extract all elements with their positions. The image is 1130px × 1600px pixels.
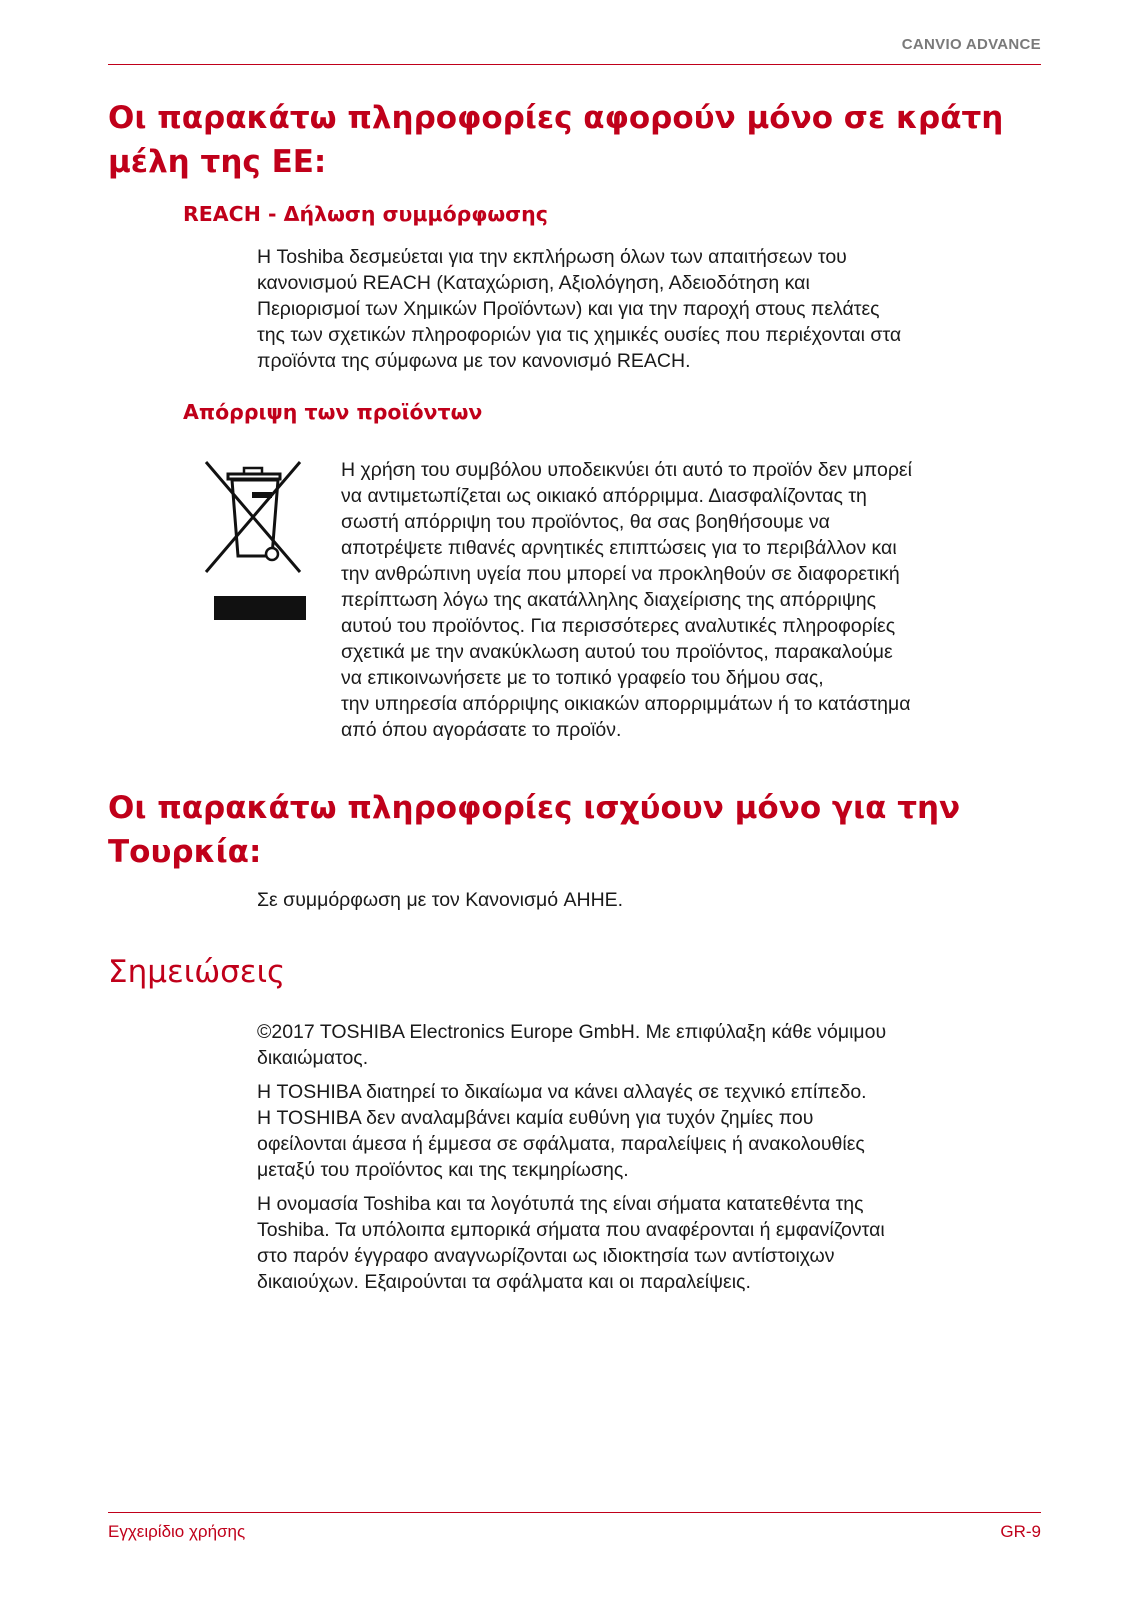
disposal-line: να επικοινωνήσετε με το τοπικό γραφείο του δήμου σας, — [341, 667, 824, 689]
disposal-line: Η χρήση του συμβόλου υποδεικνύει ότι αυτό το προϊόν δεν μπορεί — [341, 459, 912, 481]
notes-line: ©2017 TOSHIBA Electronics Europe GmbH. Με επιφύλαξη κάθε νόμιμου — [257, 1021, 887, 1043]
notes-line: δικαιώματος. — [257, 1047, 369, 1069]
turkey-title-line-1: Οι παρακάτω πληροφορίες ισχύουν μόνο για την — [108, 790, 961, 826]
notes-line: Η ονομασία Toshiba και τα λογότυπά της είναι σήματα κατατεθέντα της — [257, 1193, 864, 1215]
footer-manual-title: Εγχειρίδιο χρήσης — [108, 1522, 246, 1541]
notes-line: Η TOSHIBA διατηρεί το δικαίωμα να κάνει αλλαγές σε τεχνικό επίπεδο. — [257, 1081, 867, 1103]
notes-line: στο παρόν έγγραφο αναγνωρίζονται ως ιδιοκτησία των αντίστοιχων — [257, 1245, 835, 1267]
reach-line: της των σχετικών πληροφοριών για τις χημικές ουσίες που περιέχονται στα — [257, 324, 902, 346]
reach-line: κανονισμού REACH (Καταχώριση, Αξιολόγηση, Αδειοδότηση και — [257, 272, 810, 294]
disposal-line: από όπου αγοράσατε το προϊόν. — [341, 719, 622, 741]
reach-heading: REACH - Δήλωση συμμόρφωσης — [183, 202, 548, 226]
notes-paragraph-1 — [257, 1019, 886, 1071]
disposal-paragraph — [341, 457, 912, 743]
disposal-line: την ανθρώπινη υγεία που μπορεί να προκληθούν σε διαφορετική — [341, 563, 900, 585]
reach-paragraph — [257, 244, 901, 374]
reach-line: Περιορισμοί των Χημικών Προϊόντων) και για την παροχή στους πελάτες — [257, 298, 880, 320]
notes-line: δικαιούχων. Εξαιρούνται τα σφάλματα και οι παραλείψεις. — [257, 1271, 751, 1293]
footer-rule — [108, 1512, 1041, 1513]
disposal-line: σωστή απόρριψη του προϊόντος, θα σας βοηθήσουμε να — [341, 511, 830, 533]
disposal-line: αποτρέψετε πιθανές αρνητικές επιπτώσεις για το περιβάλλον και — [341, 537, 897, 559]
notes-paragraph-2 — [257, 1079, 867, 1183]
notes-line: Toshiba. Τα υπόλοιπα εμπορικά σήματα που αναφέρονται ή εμφανίζονται — [257, 1219, 885, 1241]
reach-line: προϊόντα της σύμφωνα με τον κανονισμό REACH. — [257, 350, 691, 372]
eu-title-line-1: Οι παρακάτω πληροφορίες αφορούν μόνο σε κράτη — [108, 100, 1004, 136]
turkey-section-title — [108, 786, 1038, 874]
notes-line: Η TOSHIBA δεν αναλαμβάνει καμία ευθύνη για τυχόν ζημίες που — [257, 1107, 814, 1129]
disposal-line: να αντιμετωπίζεται ως οικιακό απόρριμμα. Διασφαλίζοντας τη — [341, 485, 867, 507]
notes-title: Σημειώσεις — [108, 954, 286, 990]
reach-line: Η Toshiba δεσμεύεται για την εκπλήρωση όλων των απαιτήσεων του — [257, 246, 847, 268]
notes-line: οφείλονται άμεσα ή έμμεσα σε σφάλματα, παραλείψεις ή ανακολουθίες — [257, 1133, 865, 1155]
turkey-title-line-2: Τουρκία: — [108, 834, 262, 870]
disposal-line: την υπηρεσία απόρριψης οικιακών απορριμμάτων ή το κατάστημα — [341, 693, 911, 715]
disposal-line: σχετικά με την ανακύκλωση αυτού του προϊόντος, παρακαλούμε — [341, 641, 893, 663]
notes-line: μεταξύ του προϊόντος και της τεκμηρίωσης. — [257, 1159, 629, 1181]
disposal-line: αυτού του προϊόντος. Για περισσότερες αναλυτικές πληροφορίες — [341, 615, 896, 637]
disposal-line: περίπτωση λόγω της ακατάλληλης διαχείρισης της απόρριψης — [341, 589, 876, 611]
eu-title-line-2: μέλη της ΕΕ: — [108, 144, 327, 180]
header-brand: CANVIO ADVANCE — [901, 36, 1041, 53]
weee-crossed-bin-icon — [200, 456, 310, 626]
eu-section-title — [108, 96, 1038, 184]
header-rule — [108, 64, 1041, 65]
disposal-heading: Απόρριψη των προϊόντων — [183, 400, 483, 424]
turkey-text: Σε συμμόρφωση με τον Κανονισμό AHHE. — [257, 889, 624, 911]
footer-page-number: GR-9 — [1000, 1522, 1041, 1541]
notes-paragraph-3 — [257, 1191, 885, 1295]
